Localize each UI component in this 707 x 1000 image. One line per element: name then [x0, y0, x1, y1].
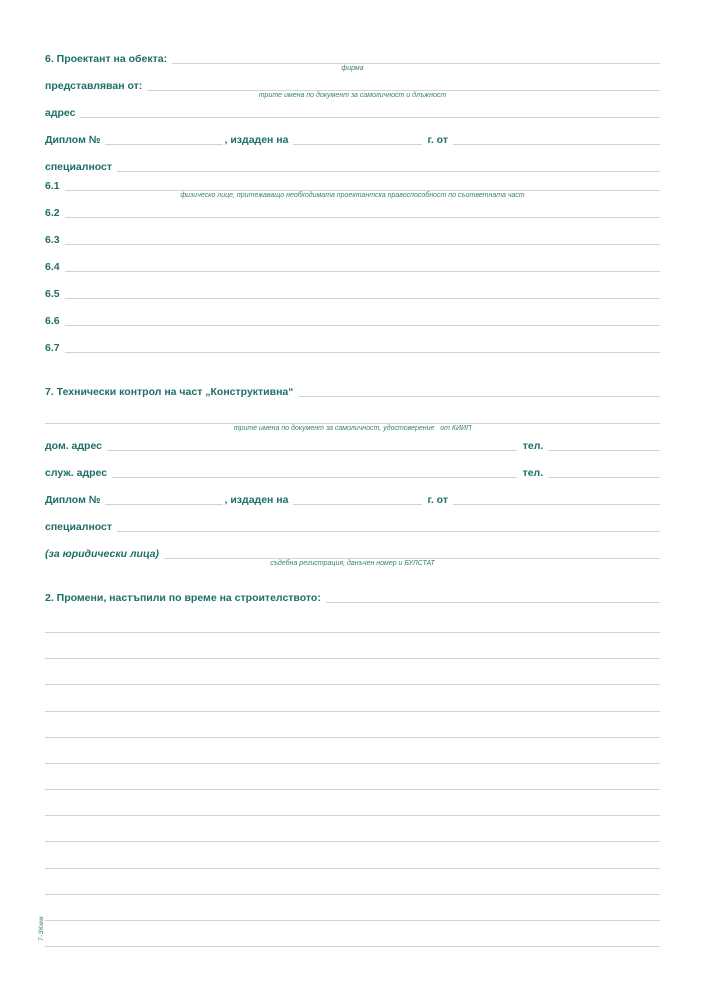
- office-address-label: служ. адрес: [45, 467, 108, 480]
- fill-line: [293, 144, 421, 145]
- field-row-6-3: [45, 220, 660, 247]
- field-row-represented-by: [45, 66, 660, 99]
- item-label: 6.2: [45, 207, 60, 220]
- fill-line: [299, 396, 660, 397]
- item-label: 6.6: [45, 315, 60, 328]
- issued-on-label: , издаден на: [224, 134, 289, 147]
- fill-line: [45, 658, 660, 659]
- fill-line: [172, 63, 660, 64]
- field-row-6-4: [45, 247, 660, 274]
- field-row-home-address: [45, 426, 660, 453]
- fill-line: [164, 558, 660, 559]
- fill-line: [107, 450, 517, 451]
- field-row-technical-control: [45, 372, 660, 399]
- blank-lines: [45, 609, 660, 949]
- fill-line: [45, 920, 660, 921]
- field-caption-firm: фирма: [341, 65, 364, 72]
- fill-line: [65, 271, 660, 272]
- specialty-label: специалност: [45, 521, 113, 534]
- fill-line: [45, 946, 660, 947]
- field-row-6-7: [45, 328, 660, 355]
- fill-line: [326, 602, 660, 603]
- section-2-heading: 2. Промени, настъпили по време на строителството:: [45, 592, 321, 605]
- field-row-6-6: [45, 301, 660, 328]
- field-row-changes: [45, 578, 660, 605]
- blank-line: [45, 661, 660, 687]
- diploma-label: Диплом №: [45, 494, 101, 507]
- blank-line: [45, 818, 660, 844]
- item-label: 6.5: [45, 288, 60, 301]
- form-code: 7-ЗКмм: [38, 916, 45, 941]
- field-caption-physical-person: физическо лице, притежаващо необходимата проектантска правоспособност по съответната част: [180, 192, 525, 199]
- fill-line: [548, 450, 660, 451]
- field-row-6-1: [45, 166, 660, 199]
- fill-line: [147, 90, 660, 91]
- fill-line: [45, 711, 660, 712]
- section-7-technical-control: [45, 372, 660, 567]
- field-row-6-2: [45, 193, 660, 220]
- item-label: 6.3: [45, 234, 60, 247]
- home-address-label: дом. адрес: [45, 440, 103, 453]
- field-caption-names-kiip: трите имена по документ за самоличност, удостоверение от КИИП: [233, 425, 472, 432]
- blank-line: [45, 844, 660, 870]
- section-6-designer: [45, 39, 660, 355]
- fill-line: [293, 504, 421, 505]
- year-from-label: г. от: [427, 134, 448, 147]
- fill-line: [80, 117, 660, 118]
- fill-line: [45, 763, 660, 764]
- phone-label: тел.: [522, 467, 544, 480]
- fill-line: [45, 632, 660, 633]
- field-row-office-address: [45, 453, 660, 480]
- phone-label: тел.: [522, 440, 544, 453]
- blank-line: [45, 687, 660, 713]
- fill-line: [45, 423, 660, 424]
- item-label: 6.7: [45, 342, 60, 355]
- fill-line: [45, 815, 660, 816]
- form-content: [45, 39, 660, 949]
- blank-line: [45, 635, 660, 661]
- field-row-diploma: [45, 120, 660, 147]
- blank-line: [45, 897, 660, 923]
- blank-line: [45, 792, 660, 818]
- field-row-specialty: [45, 507, 660, 534]
- item-label: 6.1: [45, 180, 60, 193]
- blank-line: [45, 609, 660, 635]
- fill-line: [45, 737, 660, 738]
- fill-line: [65, 298, 660, 299]
- item-label: 6.4: [45, 261, 60, 274]
- field-row-designer: [45, 39, 660, 72]
- field-caption-names: трите имена по документ за самоличност и длъжност: [258, 92, 447, 99]
- blank-line: [45, 740, 660, 766]
- field-row-diploma: [45, 480, 660, 507]
- fill-line: [45, 841, 660, 842]
- blank-line: [45, 923, 660, 949]
- field-caption-registration: съдебна регистрация, данъчен номер и БУЛСТАТ: [270, 560, 435, 567]
- fill-line: [65, 352, 660, 353]
- fill-line: [65, 325, 660, 326]
- section-2-changes: [45, 578, 660, 949]
- address-label: адрес: [45, 107, 76, 120]
- fill-line: [105, 504, 222, 505]
- fill-line: [65, 217, 660, 218]
- fill-line: [548, 477, 660, 478]
- year-from-label: г. от: [427, 494, 448, 507]
- specialty-label: специалност: [45, 161, 113, 174]
- fill-line: [112, 477, 516, 478]
- fill-line: [45, 684, 660, 685]
- represented-by-label: представляван от:: [45, 80, 143, 93]
- field-row-6-5: [45, 274, 660, 301]
- section-7-heading: 7. Технически контрол на част „Конструктивна“: [45, 386, 294, 399]
- blank-line: [45, 766, 660, 792]
- fill-line: [105, 144, 222, 145]
- fill-line: [45, 789, 660, 790]
- fill-line: [65, 190, 660, 191]
- field-row-full-line: [45, 399, 660, 432]
- field-row-address: [45, 93, 660, 120]
- fill-line: [453, 144, 660, 145]
- section-6-subitems: [45, 166, 660, 355]
- fill-line: [453, 504, 660, 505]
- blank-line: [45, 714, 660, 740]
- field-row-legal-entities: [45, 534, 660, 567]
- fill-line: [45, 868, 660, 869]
- fill-line: [65, 244, 660, 245]
- fill-line: [117, 531, 660, 532]
- blank-line: [45, 871, 660, 897]
- legal-entities-label: (за юридически лица): [45, 548, 159, 561]
- issued-on-label: , издаден на: [224, 494, 289, 507]
- fill-line: [45, 894, 660, 895]
- section-6-heading: 6. Проектант на обекта:: [45, 53, 168, 66]
- diploma-label: Диплом №: [45, 134, 101, 147]
